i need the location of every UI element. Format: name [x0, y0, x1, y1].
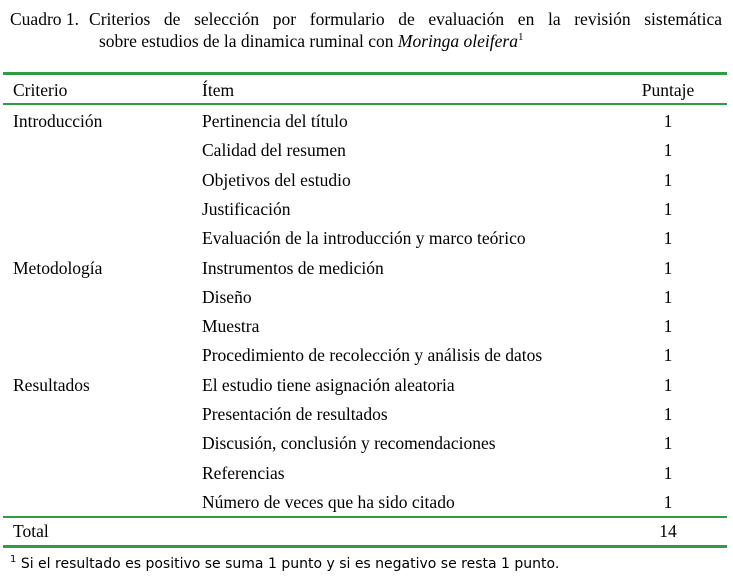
- table-caption: [10, 8, 722, 52]
- row-item: Procedimiento de recolección y análisis de datos: [202, 345, 543, 365]
- caption-label: Cuadro 1.: [10, 9, 80, 29]
- caption-word: evaluación: [428, 9, 505, 29]
- row-item: Evaluación de la introducción y marco teórico: [202, 228, 526, 248]
- row-item: Presentación de resultados: [202, 404, 388, 424]
- row-puntaje: 1: [663, 140, 673, 160]
- total-rule: [3, 516, 727, 518]
- caption-word: de: [163, 9, 181, 29]
- row-item: Instrumentos de medición: [202, 258, 384, 278]
- row-item: Muestra: [202, 316, 260, 336]
- caption-word: revisión: [574, 9, 631, 29]
- total-value: 14: [659, 521, 677, 541]
- caption-line-2: [10, 30, 722, 52]
- footnote-text: Si el resultado es positivo se suma 1 punto y si es negativo se resta 1 punto.: [16, 556, 560, 572]
- row-puntaje: 1: [663, 492, 673, 512]
- caption-word: Criterios: [89, 9, 151, 29]
- row-puntaje: 1: [663, 287, 673, 307]
- row-puntaje: 1: [663, 228, 673, 248]
- caption-line-1: [10, 8, 722, 30]
- caption-word: la: [547, 9, 561, 29]
- row-puntaje: 1: [663, 199, 673, 219]
- row-item: El estudio tiene asignación aleatoria: [202, 375, 455, 395]
- caption-word: de: [398, 9, 415, 29]
- row-puntaje: 1: [663, 345, 673, 365]
- row-item: Justificación: [202, 199, 291, 219]
- table-bottom-rule: [3, 545, 727, 548]
- caption-species-name: Moringa oleifera: [397, 31, 518, 51]
- caption-line-2-text: sobre estudios de la dinamica ruminal con: [99, 31, 398, 51]
- table-footnote: [10, 555, 559, 573]
- row-item: Diseño: [202, 287, 252, 307]
- row-item: Calidad del resumen: [202, 140, 346, 160]
- row-item: Referencias: [202, 463, 285, 483]
- row-puntaje: 1: [663, 258, 673, 278]
- table-top-rule: [3, 72, 727, 75]
- row-puntaje: 1: [663, 463, 673, 483]
- header-rule: [3, 103, 727, 105]
- footnote-mark: 1: [10, 554, 17, 565]
- caption-word: en: [517, 9, 535, 29]
- row-puntaje: 1: [663, 375, 673, 395]
- row-puntaje: 1: [663, 111, 673, 131]
- header-puntaje: Puntaje: [641, 80, 695, 100]
- caption-word: selección: [194, 9, 260, 29]
- caption-word: por: [272, 9, 297, 29]
- row-puntaje: 1: [663, 404, 673, 424]
- caption-word: formulario: [309, 9, 385, 29]
- row-puntaje: 1: [663, 316, 673, 336]
- row-item: Número de veces que ha sido citado: [202, 492, 455, 512]
- row-puntaje: 1: [663, 170, 673, 190]
- row-criterio: Introducción: [13, 111, 103, 131]
- row-criterio: Resultados: [13, 375, 90, 395]
- header-criterio: Criterio: [13, 80, 68, 100]
- total-label: Total: [13, 521, 49, 541]
- caption-word: sistemática: [644, 9, 722, 29]
- row-item: Objetivos del estudio: [202, 170, 351, 190]
- row-puntaje: 1: [663, 433, 673, 453]
- row-criterio: Metodología: [13, 258, 103, 278]
- row-item: Pertinencia del título: [202, 111, 348, 131]
- caption-words: [89, 8, 722, 30]
- row-item: Discusión, conclusión y recomendaciones: [202, 433, 496, 453]
- header-item: Ítem: [202, 80, 235, 100]
- caption-footnote-mark: 1: [517, 31, 524, 43]
